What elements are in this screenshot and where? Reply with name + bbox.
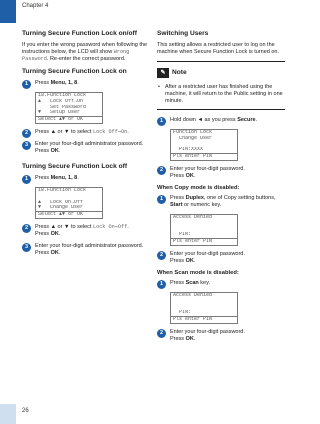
- scan-step-1: 1 Press Scan key.: [157, 280, 285, 287]
- section-title-lock-off: Turning Secure Function Lock off: [22, 162, 128, 170]
- off-step-1: 1 Press Menu, 1, 8.: [22, 175, 150, 182]
- scan-disabled-heading: When Scan mode is disabled:: [157, 269, 239, 276]
- step-number: 1: [157, 195, 166, 204]
- lcd-lock-off: 18.Function Lock ▲ Lock On→Off ▼ Change User Select ▲▼ or OK: [35, 187, 103, 219]
- section-title-lock-on: Turning Secure Function Lock on: [22, 68, 127, 75]
- step-number: 1: [22, 175, 31, 184]
- note-label: Note: [172, 69, 187, 77]
- page-number: 26: [22, 408, 29, 414]
- chapter-label: Chapter 4: [22, 3, 49, 9]
- footer-tab: [0, 404, 16, 424]
- step-number: 2: [157, 329, 166, 338]
- copy-disabled-heading: When Copy mode is disabled:: [157, 184, 240, 191]
- step-number: 1: [22, 80, 31, 89]
- wrong-password-code: Wrong Password: [22, 49, 130, 62]
- copy-step-1: 1 Press Duplex, one of Copy setting buttons, Start or numeric key.: [157, 195, 285, 209]
- step-number: 2: [22, 129, 31, 138]
- note-box: [157, 61, 285, 110]
- chapter-tab: [0, 0, 16, 23]
- switching-intro: This setting allows a restricted user to log on the machine when Secure Function Lock is turned on.: [157, 42, 279, 55]
- step-number: 1: [157, 280, 166, 289]
- lcd-change-user: Function Lock Change User PIN:XXXX Pls enter PIN: [170, 129, 238, 161]
- switch-step-1: 1 Hold down ◄ as you press Secure.: [157, 117, 285, 124]
- right-column: [157, 30, 285, 348]
- lcd-copy-denied: Access Denied PIN: Pls enter PIN: [170, 214, 238, 246]
- step-number: 2: [157, 166, 166, 175]
- scan-step-2: 2 Enter your four-digit password. Press OK.: [157, 329, 285, 343]
- note-text: • After a restricted user has finished using the machine, it will return to the Public setting in one minute.: [157, 84, 285, 105]
- on-step-3: 3 Enter your four-digit administrator password. Press OK.: [22, 141, 150, 155]
- step-number: 2: [157, 251, 166, 260]
- step-number: 3: [22, 141, 31, 150]
- note-pencil-icon: ✎: [157, 68, 169, 78]
- step-number: 1: [157, 117, 166, 126]
- step-number: 2: [22, 224, 31, 233]
- on-step-2: 2 Press ▲ or ▼ to select Lock Off⇒On.: [22, 129, 150, 136]
- switch-step-2: 2 Enter your four-digit password. Press OK.: [157, 166, 285, 180]
- section-title-switching-users: Switching Users: [157, 30, 209, 37]
- step-number: 3: [22, 243, 31, 252]
- header-bar: [0, 0, 300, 23]
- on-step-1: 1 Press Menu, 1, 8.: [22, 80, 150, 87]
- intro-paragraph: If you enter the wrong password when following the instructions below, the LCD will show Wrong Password. Re-enter the correct password.: [22, 42, 148, 62]
- left-column: [22, 30, 150, 262]
- off-step-3: 3 Enter your four-digit administrator password. Press OK.: [22, 243, 150, 257]
- section-title-on-off: Turning Secure Function Lock on/off: [22, 30, 137, 37]
- off-step-2: 2 Press ▲ or ▼ to select Lock On⇒Off. Press OK.: [22, 224, 150, 238]
- lcd-scan-denied: Access Denied PIN: Pls enter PIN: [170, 292, 238, 324]
- copy-step-2: 2 Enter your four-digit password. Press OK.: [157, 251, 285, 265]
- lcd-lock-on: 18.Function Lock ▲ Lock Off→On Set Password ▼ Setup User Select ▲▼ or OK: [35, 92, 103, 124]
